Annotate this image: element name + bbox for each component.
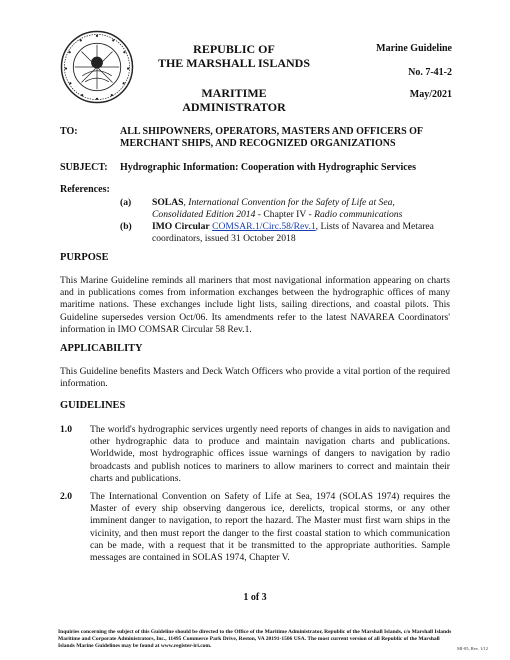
applicability-text: This Guideline benefits Masters and Deck Watch Officers who provide a vital portion of the required information. — [60, 366, 450, 390]
guideline-1-number: 1.0 — [60, 424, 72, 435]
ref-b-line-2: coordinators, issued 31 October 2018 — [152, 232, 296, 244]
doc-number: No. 7-41-2 — [408, 67, 452, 78]
ref-a-italic-1: , International Convention for the Safety of Life at Sea, — [183, 197, 395, 208]
comsar-circular-link[interactable]: COMSAR.1/Circ.58/Rev.1 — [212, 221, 316, 232]
purpose-text: This Marine Guideline reminds all mariners that most navigational information appearing on charts and in publications comes from information exchanges between the hydrographic offices of many maritime nations. These exchanges include light lists, sailing directions, and coastal pilots. This Guideline supersedes version Oct/06. Its amendments refer to the latest NAVAREA Coordinators' information in IMO COMSAR Circular 58 Rev.1. — [60, 275, 450, 335]
administrator-heading: MARITIME ADMINISTRATOR — [182, 86, 286, 114]
ref-a-italic-2: Consolidated Edition 2014 — [152, 208, 256, 220]
guideline-2-number: 2.0 — [60, 491, 72, 502]
ref-b — [152, 221, 452, 244]
applicability-heading: APPLICABILITY — [60, 343, 143, 354]
doc-id: MI-05, Rev. 1/12 — [457, 646, 488, 651]
republic-seal-logo — [60, 30, 134, 104]
doc-date: May/2021 — [409, 89, 452, 100]
to-recipients — [120, 126, 450, 150]
guideline-2-text: The International Convention on Safety of Life at Sea, 1974 (SOLAS 1974) requires the Master of every ship observing dangerous ice, derelicts, tropical storms, or any other imminent danger to navigation, to report the hazard. The Master must first warn ships in the vicinity, and then must report the danger to the first coastal station to which communication can be made, with a request that it be transmitted to the appropriate authorities. Sample messages are contained in SOLAS 1974, Chapter V. — [90, 491, 450, 564]
ref-a-rest: - Chapter IV - — [255, 208, 315, 220]
page-number: 1 of 3 — [243, 592, 267, 603]
subject-text: Hydrographic Information: Cooperation with Hydrographic Services — [120, 162, 417, 173]
footer-inquiries: Inquiries concerning the subject of this Guideline should be directed to the Office of the Maritime Administrator, Republic of the Marshall Islands, c/o Marshall Islands Maritime and Corporate Administrators, Inc., 11495 Commerce Park Drive, Reston, VA 20191-1506 USA. The most current version of all Republic of the Marshall Islands Marine Guidelines may be found at www.register-iri.com. — [58, 629, 452, 649]
republic-line-1: REPUBLIC OF — [193, 42, 275, 56]
ref-a-title: SOLAS — [152, 197, 184, 208]
ref-b-rest: , Lists of Navarea and Metarea — [315, 221, 434, 232]
to-label: TO: — [60, 126, 78, 137]
ref-b-marker: (b) — [120, 221, 132, 232]
guideline-1-text: The world's hydrographic services urgently need reports of changes in aids to navigation and other hydrographic data to produce and maintain navigation charts and publications. Worldwide, most hydrographic offices issue warnings of dangers to navigation by radio broadcasts and publish notices to mariners to allow mariners to correct and maintain their charts and publications. — [90, 424, 450, 484]
republic-heading — [150, 42, 318, 70]
references-label: References: — [60, 184, 110, 195]
ref-a-marker: (a) — [120, 197, 132, 208]
to-line-1: ALL SHIPOWNERS, OPERATORS, MASTERS AND OFFICERS OF — [120, 126, 424, 137]
ref-b-title: IMO Circular — [152, 221, 210, 232]
ref-a — [152, 197, 452, 220]
purpose-heading: PURPOSE — [60, 252, 109, 263]
to-line-2: MERCHANT SHIPS, AND RECOGNIZED ORGANIZATIONS — [120, 138, 396, 149]
doc-type: Marine Guideline — [376, 43, 452, 54]
ref-a-italic-3: Radio communications — [314, 208, 403, 220]
guidelines-heading: GUIDELINES — [60, 400, 126, 411]
republic-line-2: THE MARSHALL ISLANDS — [157, 56, 311, 70]
subject-label: SUBJECT: — [60, 162, 108, 173]
